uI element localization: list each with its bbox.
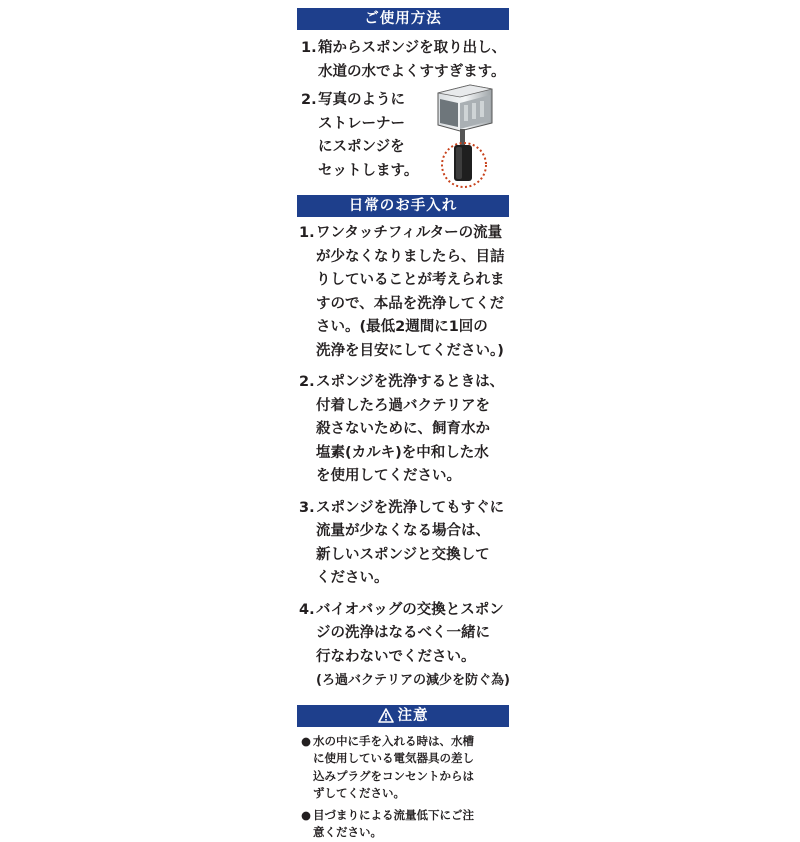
step-line: (ろ過バクテリアの減少を防ぐ為) (316, 673, 510, 688)
step-line: を使用してください。 (316, 468, 461, 484)
step-line: 箱からスポンジを取り出し、 (318, 40, 507, 56)
step-line: りしていることが考えられま (316, 272, 505, 288)
care-header-label: 日常のお手入れ (348, 198, 458, 214)
usage-steps (297, 37, 509, 183)
step-line: すので、本品を洗浄してくだ (316, 295, 505, 312)
step-line: さい。(最低2週間に1回の (316, 319, 488, 335)
step-line: ジの洗浄はなるべく一緒に (316, 625, 490, 641)
step-line: 殺さないために、飼育水か (316, 421, 490, 437)
step-line: スポンジを洗浄するときは、 (316, 374, 505, 390)
bullet-symbol: ● (301, 807, 312, 822)
care-step-4 (297, 599, 509, 693)
step-line: 水道の水でよくすすぎます。 (318, 63, 506, 80)
step-number: 3. (299, 499, 315, 516)
care-step-2 (297, 371, 509, 489)
step-line: ストレーナー (318, 115, 405, 132)
step-number: 4. (299, 601, 315, 618)
step-number: 2. (301, 92, 317, 108)
step-line: 洗浄を目安にしてください。) (316, 342, 504, 359)
bullet-symbol: ● (301, 733, 312, 748)
step-line: 流量が少なくなる場合は、 (316, 523, 490, 539)
caution-line: 意ください。 (313, 825, 382, 839)
care-header (297, 195, 509, 217)
step-number: 1. (299, 225, 315, 241)
usage-header-label: ご使用方法 (364, 11, 442, 27)
caution-line: ずしてください。 (313, 786, 405, 800)
caution-line: 目づまりによる流量低下にご注 (313, 807, 474, 822)
step-line: 付着したろ過バクテリアを (316, 397, 490, 414)
step-line: 行なわないでください。 (316, 648, 476, 665)
warning-triangle-icon (378, 708, 394, 723)
caution-line: に使用している電気器具の差し (313, 751, 474, 765)
caution-item-1 (297, 733, 509, 803)
step-line: スポンジを洗浄してもすぐに (316, 499, 505, 516)
step-number: 1. (301, 40, 317, 56)
usage-header (297, 8, 509, 30)
caution-list (297, 733, 509, 842)
caution-header-label: 注意 (397, 707, 429, 724)
usage-step-1 (297, 37, 509, 84)
step-line: 塩素(カルキ)を中和した水 (316, 444, 489, 461)
step-line: ワンタッチフィルターの流量 (316, 225, 503, 241)
filter-sponge-illustration (430, 81, 502, 189)
step-line: が少なくなりましたら、目詰 (316, 248, 505, 265)
caution-header (297, 705, 509, 727)
instructions-column (297, 8, 509, 842)
care-step-3 (297, 497, 509, 591)
step-line: 写真のように (318, 92, 405, 108)
step-line: 新しいスポンジと交換して (316, 546, 490, 563)
usage-step-2 (297, 89, 509, 183)
step-number: 2. (299, 374, 315, 390)
step-line: にスポンジを (318, 139, 405, 155)
caution-item-2 (297, 807, 509, 842)
step-line: バイオバッグの交換とスポン (316, 601, 504, 618)
caution-line: 水の中に手を入れる時は、水槽 (313, 733, 474, 748)
care-step-1 (297, 222, 509, 363)
care-steps (297, 222, 509, 693)
step-line: ください。 (316, 570, 389, 586)
filter-sponge-photo (430, 81, 502, 189)
step-line: セットします。 (318, 162, 419, 179)
caution-line: 込みプラグをコンセントからは (313, 768, 474, 783)
